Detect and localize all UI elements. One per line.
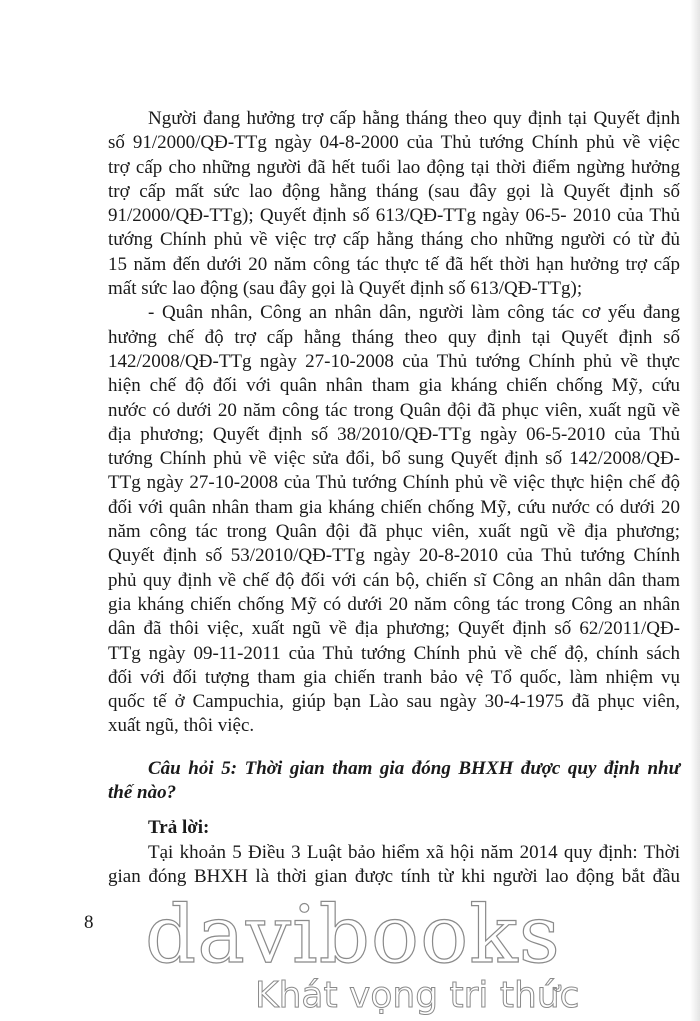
text-line: dân đã thôi việc, xuất ngũ về địa phương; Quyết định số 62/2011/QĐ-	[108, 618, 680, 640]
text-line: tướng Chính phủ về việc trợ cấp hằng tháng cho những người có từ đủ	[108, 229, 680, 251]
text-line: trợ cấp cho những người đã hết tuổi lao động tại thời điểm ngừng hưởng	[108, 156, 680, 178]
question-heading	[108, 757, 680, 806]
text-line: Câu hỏi 5: Thời gian tham gia đóng BHXH được quy định như	[148, 757, 680, 779]
paragraph-1	[108, 107, 680, 301]
page-body	[108, 107, 680, 889]
text-line: đối với đối tượng tham gia chiến tranh bảo vệ Tổ quốc, làm nhiệm vụ	[108, 666, 680, 688]
text-line: - Quân nhân, Công an nhân dân, người làm công tác cơ yếu đang	[148, 302, 680, 324]
answer-paragraph	[108, 841, 680, 890]
text-line: mất sức lao động (sau đây gọi là Quyết định số 613/QĐ-TTg);	[108, 278, 583, 300]
text-line: Quyết định số 53/2010/QĐ-TTg ngày 20-8-2010 của Thủ tướng Chính	[108, 545, 680, 567]
text-line: 142/2008/QĐ-TTg ngày 27-10-2008 của Thủ tướng Chính phủ về thực	[108, 350, 680, 372]
text-line: nước có dưới 20 năm công tác trong Quân đội đã phục viên, xuất ngũ về	[108, 399, 680, 421]
text-line: Tại khoản 5 Điều 3 Luật bảo hiểm xã hội năm 2014 quy định: Thời	[148, 841, 680, 863]
text-line: gia kháng chiến chống Mỹ có dưới 20 năm công tác trong Công an nhân	[108, 593, 680, 615]
text-line: tướng Chính phủ về việc sửa đổi, bổ sung Quyết định số 142/2008/QĐ-	[108, 448, 680, 470]
watermark-brand: davibooks	[145, 888, 561, 981]
page-number: 8	[84, 912, 94, 933]
text-line: xuất ngũ, thôi việc.	[108, 715, 255, 737]
text-line: 15 năm đến dưới 20 năm công tác thực tế đã hết thời hạn hưởng trợ cấp	[108, 253, 680, 275]
text-line: Người đang hưởng trợ cấp hằng tháng theo quy định tại Quyết định	[148, 108, 680, 129]
text-line: TTg ngày 27-10-2008 của Thủ tướng Chính phủ về việc thực hiện chế độ	[108, 472, 680, 494]
page-edge-shadow	[690, 0, 700, 1021]
text-line: số 91/2000/QĐ-TTg ngày 04-8-2000 của Thủ tướng Chính phủ về việc	[108, 132, 680, 154]
text-line: hiện chế độ đối với quân nhân tham gia kháng chiến chống Mỹ, cứu	[108, 375, 680, 397]
paragraph-2	[108, 301, 680, 738]
watermark-slogan: Khát vọng tri thức	[255, 975, 580, 1016]
text-line: địa phương; Quyết định số 38/2010/QĐ-TTg ngày 06-5-2010 của Thủ	[108, 423, 680, 445]
text-line: năm công tác trong Quân đội đã phục viên, xuất ngũ về địa phương;	[108, 521, 680, 543]
answer-label: Trả lời:	[148, 817, 210, 839]
text-line: hưởng chế độ trợ cấp hằng tháng theo quy định tại Quyết định số	[108, 326, 680, 348]
text-line: phủ quy định về chế độ đối với cán bộ, chiến sĩ Công an nhân dân tham	[108, 569, 680, 591]
text-line: gian đóng BHXH là thời gian được tính từ khi người lao động bắt đầu	[108, 865, 680, 887]
text-line: đối với quân nhân tham gia kháng chiến chống Mỹ, cứu nước có dưới 20	[108, 496, 680, 518]
text-line: TTg ngày 09-11-2011 của Thủ tướng Chính phủ về chế độ, chính sách	[108, 642, 680, 664]
text-line: thế nào?	[108, 782, 177, 804]
text-line: 91/2000/QĐ-TTg); Quyết định số 613/QĐ-TTg ngày 06-5- 2010 của Thủ	[108, 205, 680, 227]
text-line: quốc tế ở Campuchia, giúp bạn Lào sau ngày 30-4-1975 đã phục viên,	[108, 691, 680, 713]
text-line: trợ cấp mất sức lao động hằng tháng (sau đây gọi là Quyết định số	[108, 180, 680, 202]
